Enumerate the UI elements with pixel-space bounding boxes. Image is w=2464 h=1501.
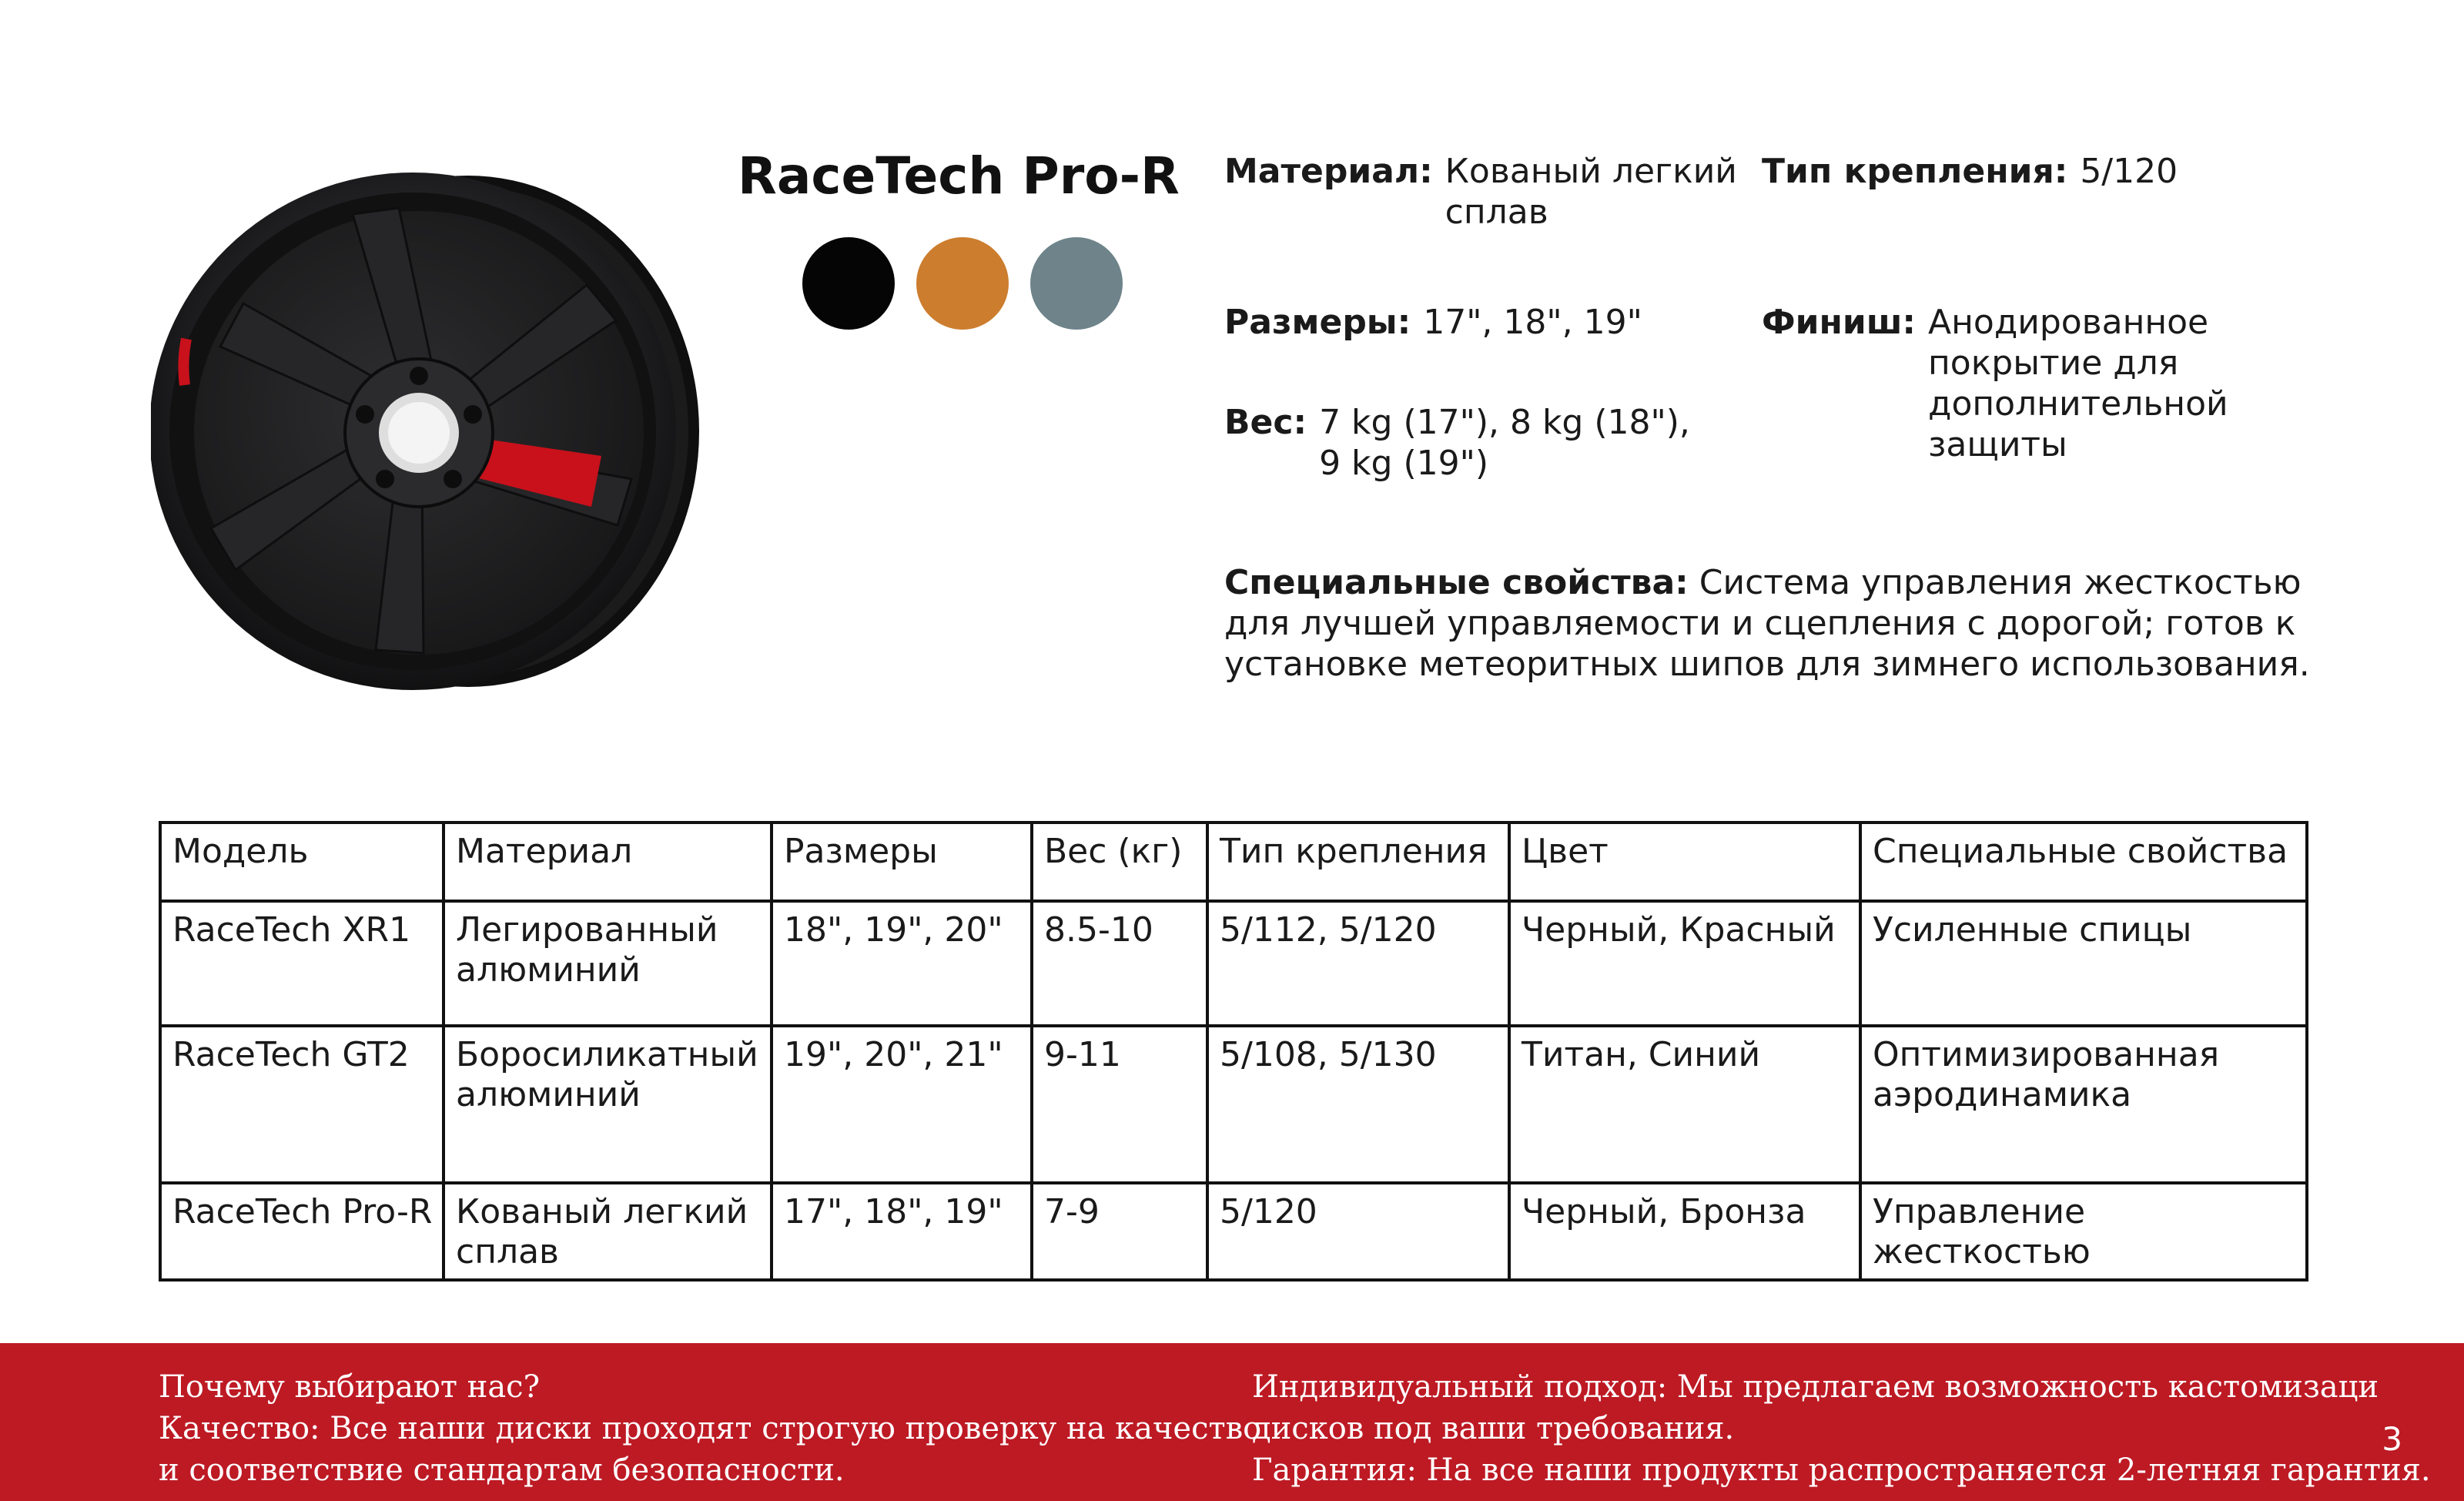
spec-weight-label: Вес: <box>1224 403 1307 442</box>
spec-special <box>1224 562 2318 685</box>
spec-finish-value-line1: Анодированное <box>1928 303 2209 342</box>
table-cell: Кованый легкий сплав <box>444 1183 772 1280</box>
spec-sizes-value: 17", 18", 19" <box>1423 303 1642 342</box>
table-cell: 19", 20", 21" <box>772 1026 1032 1183</box>
table-row <box>160 901 2307 1026</box>
table-cell: Легированный алюминий <box>444 901 772 1026</box>
table-header-row <box>160 823 2307 901</box>
table-cell: 17", 18", 19" <box>772 1183 1032 1280</box>
spec-mount-label: Тип крепления: <box>1762 152 2068 191</box>
table-header: Материал <box>444 823 772 901</box>
spec-special-line2: для лучшей управляемости и сцепления с дорогой; готов к <box>1224 604 2296 643</box>
table-cell: Черный, Красный <box>1509 901 1860 1026</box>
table-cell: 5/108, 5/130 <box>1207 1026 1509 1183</box>
spec-special-line1: Система управления жесткостью <box>1699 563 2302 602</box>
table-cell: 5/120 <box>1207 1183 1509 1280</box>
table-cell: Усиленные спицы <box>1860 901 2307 1026</box>
swatch-black[interactable] <box>802 237 895 330</box>
footer-left-line: Почему выбирают нас? <box>159 1369 541 1405</box>
spec-material-label: Материал: <box>1224 152 1433 191</box>
table-cell: Управление жесткостью <box>1860 1183 2307 1280</box>
spec-special-line3: установке метеоритных шипов для зимнего использования. <box>1224 645 2310 684</box>
footer-right-line: дисков под ваши требования. <box>1252 1411 1735 1446</box>
spec-material-value-line2: сплав <box>1445 193 1548 232</box>
color-swatches <box>802 237 1126 331</box>
table-cell: Оптимизированная аэродинамика <box>1860 1026 2307 1183</box>
table-row <box>160 1183 2307 1280</box>
table-cell: 7-9 <box>1032 1183 1207 1280</box>
table-row <box>160 1026 2307 1183</box>
table-header: Тип крепления <box>1207 823 1509 901</box>
product-title: RaceTech Pro-R <box>738 146 1180 206</box>
spec-sizes <box>1224 302 1748 343</box>
table-cell: RaceTech GT2 <box>160 1026 444 1183</box>
spec-finish-label: Финиш: <box>1762 303 1917 342</box>
table-cell: Боросиликатный алюминий <box>444 1026 772 1183</box>
footer-right-line: Индивидуальный подход: Мы предлагаем возможность кастомизаци <box>1252 1369 2379 1405</box>
table-header: Модель <box>160 823 444 901</box>
table-cell: Титан, Синий <box>1509 1026 1860 1183</box>
spec-mount-value: 5/120 <box>2080 152 2178 191</box>
page-number: 3 <box>2382 1420 2402 1458</box>
comparison-table <box>159 821 2308 1282</box>
spec-sizes-label: Размеры: <box>1224 303 1411 342</box>
footer-banner <box>0 1343 2464 1501</box>
spec-weight <box>1224 402 1763 484</box>
spec-finish-value-line2: покрытие для <box>1928 343 2179 383</box>
footer-left-line: Качество: Все наши диски проходят строгую проверку на качество <box>159 1411 1262 1446</box>
spec-finish-value-line4: защиты <box>1928 425 2067 464</box>
swatch-grey[interactable] <box>1030 237 1123 330</box>
footer-left <box>159 1366 1261 1491</box>
table-cell: RaceTech XR1 <box>160 901 444 1026</box>
table-cell: 18", 19", 20" <box>772 901 1032 1026</box>
table-cell: 8.5-10 <box>1032 901 1207 1026</box>
table-header: Цвет <box>1509 823 1860 901</box>
footer-left-line: и соответствие стандартам безопасности. <box>159 1452 845 1488</box>
wheel-image <box>151 169 713 693</box>
spec-mount <box>1762 151 2224 192</box>
table-header: Размеры <box>772 823 1032 901</box>
footer-right-line: Гарантия: На все наши продукты распространяется 2-летняя гарантия. <box>1252 1452 2431 1488</box>
swatch-bronze[interactable] <box>916 237 1009 330</box>
spec-special-label: Специальные свойства: <box>1224 563 1689 602</box>
spec-weight-value-line2: 9 kg (19") <box>1319 444 1488 483</box>
table-cell: RaceTech Pro-R <box>160 1183 444 1280</box>
table-cell: 9-11 <box>1032 1026 1207 1183</box>
spec-weight-value-line1: 7 kg (17"), 8 kg (18"), <box>1319 403 1690 442</box>
table-cell: 5/112, 5/120 <box>1207 901 1509 1026</box>
spec-material <box>1224 151 1763 233</box>
spec-material-value-line1: Кованый легкий <box>1445 152 1737 191</box>
table-header: Вес (кг) <box>1032 823 1207 901</box>
footer-right <box>1252 1366 2431 1491</box>
spec-finish-value-line3: дополнительной <box>1928 384 2228 424</box>
wheel-illustration <box>151 169 713 693</box>
table-header: Специальные свойства <box>1860 823 2307 901</box>
spec-finish <box>1762 302 2270 465</box>
table-cell: Черный, Бронза <box>1509 1183 1860 1280</box>
